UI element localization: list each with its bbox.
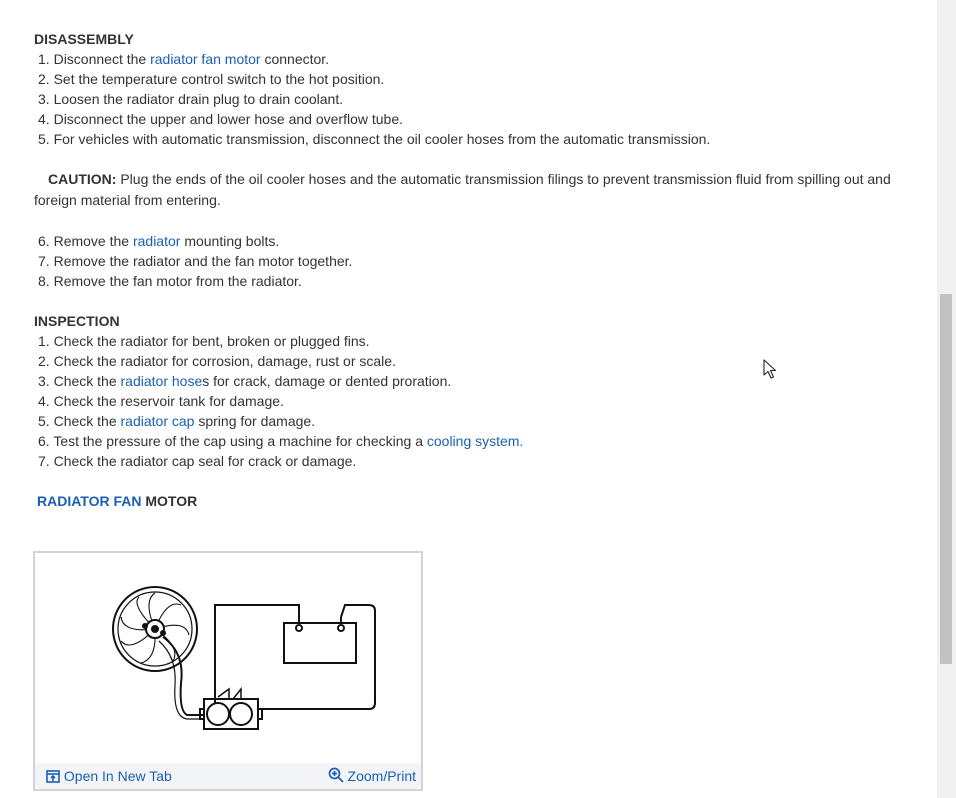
figure-toolbar (35, 763, 421, 789)
list-item: 2. Set the temperature control switch to the hot position. (38, 71, 385, 87)
list-item: 6. Remove the radiator mounting bolts. (38, 233, 280, 249)
caution-label: CAUTION: (48, 171, 117, 187)
inspection-steps (34, 331, 914, 471)
open-tab-icon (46, 770, 60, 783)
list-item: 3. Check the radiator hoses for crack, damage or dented proration. (38, 373, 452, 389)
list-item: 7. Remove the radiator and the fan motor together. (38, 253, 353, 269)
list-item: 5. Check the radiator cap spring for damage. (38, 413, 316, 429)
caution-note (34, 169, 914, 211)
list-item: 2. Check the radiator for corrosion, damage, rust or scale. (38, 353, 396, 369)
fan-motor-diagram[interactable] (35, 553, 421, 763)
wiring-diagram-figure (33, 551, 423, 791)
list-item: 8. Remove the fan motor from the radiator. (38, 273, 302, 289)
radiator-hose-link[interactable]: radiator hose (120, 373, 203, 389)
disassembly-steps (34, 49, 914, 149)
cooling-system-link[interactable]: cooling system. (426, 433, 524, 449)
list-item: 5. For vehicles with automatic transmission, disconnect the oil cooler hoses from the automatic transmission. (38, 131, 711, 147)
list-item: 6. Test the pressure of the cap using a machine for checking a cooling system. (38, 433, 524, 449)
mouse-cursor-icon (763, 359, 777, 379)
list-item: 4. Check the reservoir tank for damage. (38, 393, 284, 409)
caution-text: Plug the ends of the oil cooler hoses and the automatic transmission filings to prevent transmission fluid from spilling out and foreign material from entering. (34, 171, 891, 208)
disassembly-steps-continued (34, 231, 914, 291)
inspection-heading: INSPECTION (34, 313, 120, 329)
zoom-in-icon (328, 767, 344, 783)
disassembly-heading: DISASSEMBLY (34, 31, 134, 47)
list-item: 1. Disconnect the radiator fan motor connector. (38, 51, 330, 67)
radiator-cap-link[interactable]: radiator cap (120, 413, 195, 429)
open-in-new-tab-button[interactable]: Open In New Tab (46, 767, 172, 785)
vertical-scrollbar[interactable] (931, 0, 956, 798)
list-item: 4. Disconnect the upper and lower hose and overflow tube. (38, 111, 404, 127)
radiator-link[interactable]: radiator (132, 233, 181, 249)
radiator-fan-motor-heading: RADIATOR FAN MOTOR (37, 493, 198, 509)
list-item: 1. Check the radiator for bent, broken or plugged fins. (38, 333, 370, 349)
radiator-fan-motor-link[interactable]: radiator fan motor (150, 51, 261, 67)
radiator-fan-link[interactable]: RADIATOR FAN (37, 493, 142, 509)
list-item: 3. Loosen the radiator drain plug to drain coolant. (38, 91, 344, 107)
zoom-print-button[interactable]: Zoom/Print (328, 767, 416, 785)
document-content (34, 29, 914, 511)
list-item: 7. Check the radiator cap seal for crack or damage. (38, 453, 357, 469)
scrollbar-thumb[interactable] (940, 294, 952, 664)
